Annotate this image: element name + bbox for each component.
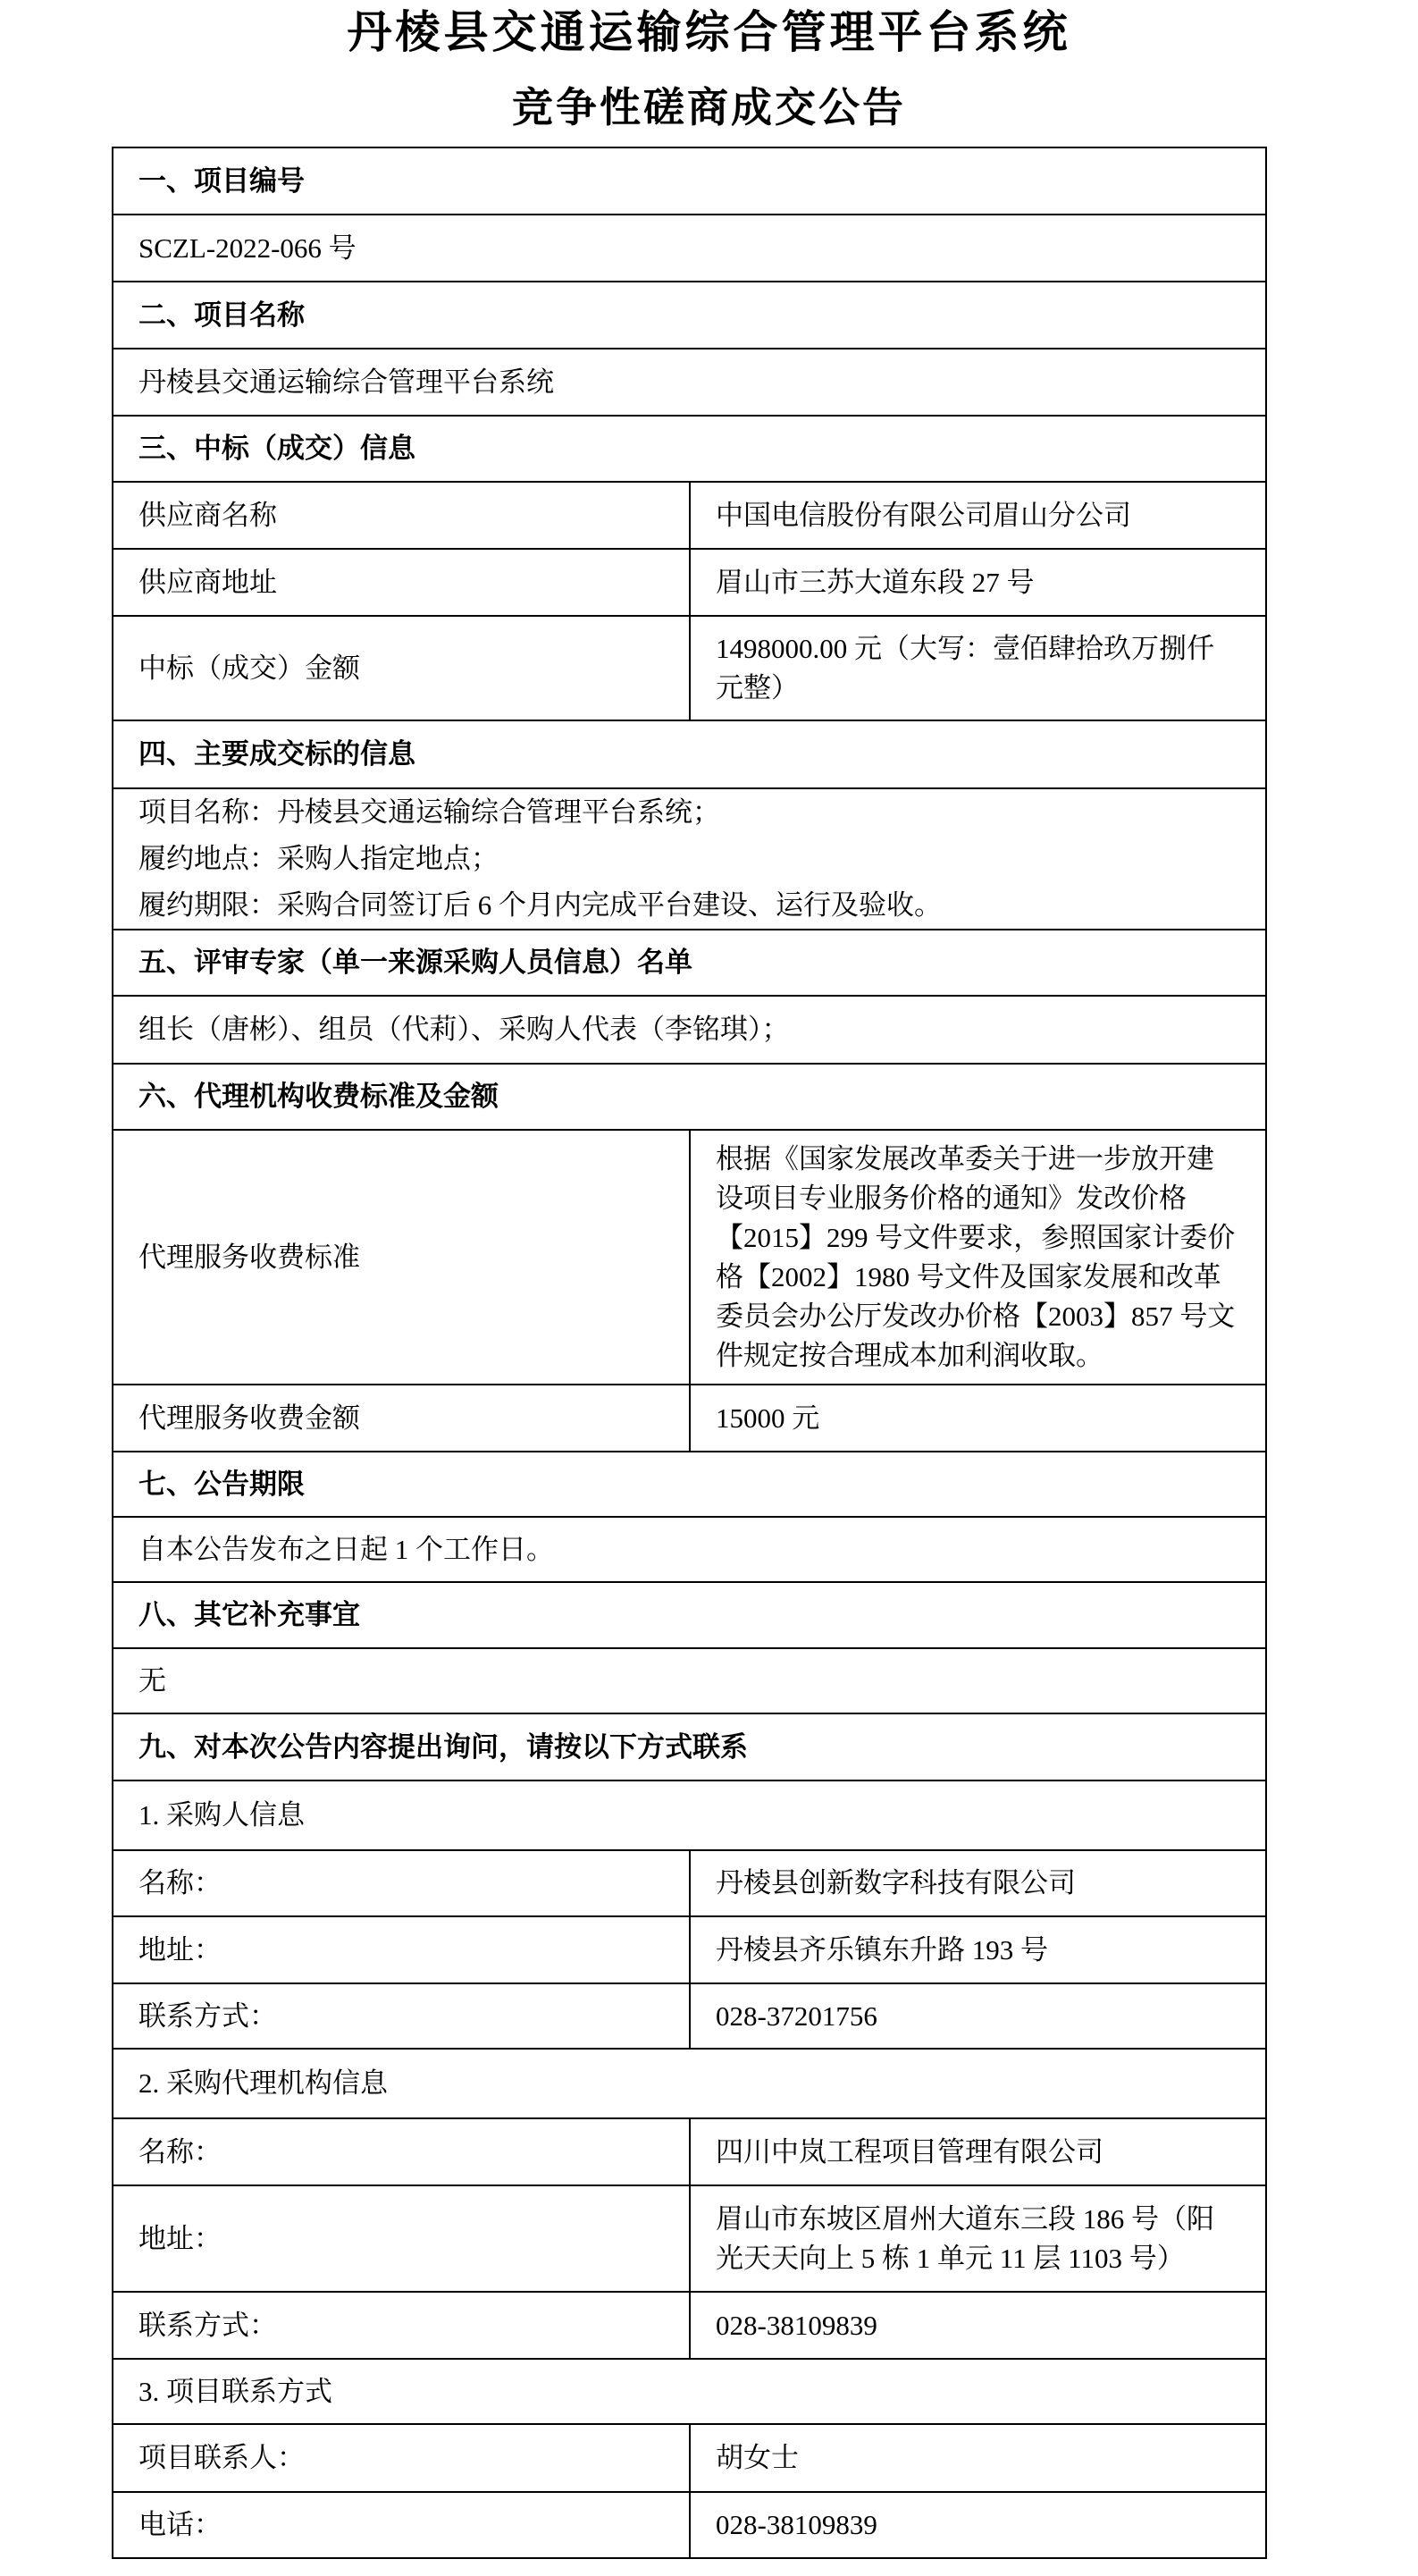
project-phone-row — [113, 2492, 1266, 2558]
purchaser-name-label: 名称： — [113, 1850, 690, 1916]
agency-fee-standard-label: 代理服务收费标准 — [113, 1130, 690, 1385]
purchaser-contact-value: 028-37201756 — [690, 1983, 1266, 2049]
section-4-header-row — [113, 720, 1266, 788]
supplier-name-row — [113, 482, 1266, 549]
section-6-header-row — [113, 1064, 1266, 1130]
section-2-header-row — [113, 282, 1266, 349]
section-7-header: 七、公告期限 — [113, 1452, 1266, 1517]
section-3-header: 三、中标（成交）信息 — [113, 416, 1266, 482]
project-contact-person-row — [113, 2424, 1266, 2492]
award-detail-line-project: 项目名称：丹棱县交通运输综合管理平台系统； — [138, 796, 720, 828]
project-contact-person-label: 项目联系人： — [113, 2424, 690, 2492]
project-name-value: 丹棱县交通运输综合管理平台系统 — [113, 349, 1266, 416]
agency-fee-standard-row — [113, 1130, 1266, 1385]
agency-contact-label: 联系方式： — [113, 2292, 690, 2359]
award-detail-cell — [113, 788, 1266, 930]
project-contact-header-row — [113, 2359, 1266, 2424]
agency-fee-standard-value: 根据《国家发展改革委关于进一步放开建设项目专业服务价格的通知》发改价格【2015】299 号文件要求，参照国家计委价格【2002】1980 号文件及国家发展和改革委员会办公厅发改办价格【2003】857 号文件规定按合理成本加利润收取。 — [690, 1130, 1266, 1385]
supplier-name-label: 供应商名称 — [113, 482, 690, 549]
section-9-header: 九、对本次公告内容提出询问，请按以下方式联系 — [113, 1713, 1266, 1780]
purchaser-name-value: 丹棱县创新数字科技有限公司 — [690, 1850, 1266, 1916]
agency-info-header-row — [113, 2049, 1266, 2118]
project-contact-header: 3. 项目联系方式 — [113, 2359, 1266, 2424]
document-title: 丹棱县交通运输综合管理平台系统 — [347, 7, 1071, 57]
document-subtitle: 竞争性磋商成交公告 — [512, 85, 906, 130]
purchaser-info-header-row — [113, 1780, 1266, 1850]
project-name-row — [113, 349, 1266, 416]
supplier-address-value: 眉山市三苏大道东段 27 号 — [690, 549, 1266, 616]
review-experts-row — [113, 996, 1266, 1064]
agency-name-value: 四川中岚工程项目管理有限公司 — [690, 2118, 1266, 2185]
section-8-header: 八、其它补充事宜 — [113, 1582, 1266, 1648]
purchaser-contact-label: 联系方式： — [113, 1983, 690, 2049]
project-phone-value: 028-38109839 — [690, 2492, 1266, 2558]
agency-contact-value: 028-38109839 — [690, 2292, 1266, 2359]
award-detail-line-place: 履约地点：采购人指定地点； — [138, 843, 499, 874]
supplier-address-label: 供应商地址 — [113, 549, 690, 616]
award-amount-value: 1498000.00 元（大写：壹佰肆拾玖万捌仟元整） — [690, 616, 1266, 720]
agency-fee-amount-label: 代理服务收费金额 — [113, 1385, 690, 1452]
section-5-header: 五、评审专家（单一来源采购人员信息）名单 — [113, 930, 1266, 996]
purchaser-address-value: 丹棱县齐乐镇东升路 193 号 — [690, 1916, 1266, 1983]
purchaser-contact-row — [113, 1983, 1266, 2049]
agency-address-row — [113, 2185, 1266, 2292]
announcement-period-value: 自本公告发布之日起 1 个工作日。 — [113, 1517, 1266, 1582]
agency-name-label: 名称： — [113, 2118, 690, 2185]
section-2-header: 二、项目名称 — [113, 282, 1266, 349]
agency-address-value: 眉山市东坡区眉州大道东三段 186 号（阳光天天向上 5 栋 1 单元 11 层 1103 号） — [690, 2185, 1266, 2292]
agency-fee-amount-value: 15000 元 — [690, 1385, 1266, 1452]
award-detail-line-term: 履约期限：采购合同签订后 6 个月内完成平台建设、运行及验收。 — [138, 889, 942, 921]
supplier-name-value: 中国电信股份有限公司眉山分公司 — [690, 482, 1266, 549]
section-3-header-row — [113, 416, 1266, 482]
project-number-value: SCZL-2022-066 号 — [113, 215, 1266, 282]
agency-info-header: 2. 采购代理机构信息 — [113, 2049, 1266, 2118]
section-5-header-row — [113, 930, 1266, 996]
award-detail-row — [113, 788, 1266, 930]
section-7-header-row — [113, 1452, 1266, 1517]
section-9-header-row — [113, 1713, 1266, 1780]
section-1-header-row — [113, 147, 1266, 215]
agency-fee-amount-row — [113, 1385, 1266, 1452]
section-1-header: 一、项目编号 — [113, 147, 1266, 215]
section-6-header: 六、代理机构收费标准及金额 — [113, 1064, 1266, 1130]
purchaser-address-label: 地址： — [113, 1916, 690, 1983]
supplement-row — [113, 1648, 1266, 1713]
award-amount-label: 中标（成交）金额 — [113, 616, 690, 720]
review-experts-value: 组长（唐彬）、组员（代莉）、采购人代表（李铭琪）； — [113, 996, 1266, 1064]
supplement-value: 无 — [113, 1648, 1266, 1713]
agency-address-label: 地址： — [113, 2185, 690, 2292]
section-4-header: 四、主要成交标的信息 — [113, 720, 1266, 788]
project-number-row — [113, 215, 1266, 282]
purchaser-address-row — [113, 1916, 1266, 1983]
award-amount-row — [113, 616, 1266, 720]
purchaser-info-header: 1. 采购人信息 — [113, 1780, 1266, 1850]
purchaser-name-row — [113, 1850, 1266, 1916]
agency-contact-row — [113, 2292, 1266, 2359]
supplier-address-row — [113, 549, 1266, 616]
announcement-period-row — [113, 1517, 1266, 1582]
project-contact-person-value: 胡女士 — [690, 2424, 1266, 2492]
project-phone-label: 电话： — [113, 2492, 690, 2558]
section-8-header-row — [113, 1582, 1266, 1648]
announcement-table — [112, 147, 1267, 2559]
agency-name-row — [113, 2118, 1266, 2185]
